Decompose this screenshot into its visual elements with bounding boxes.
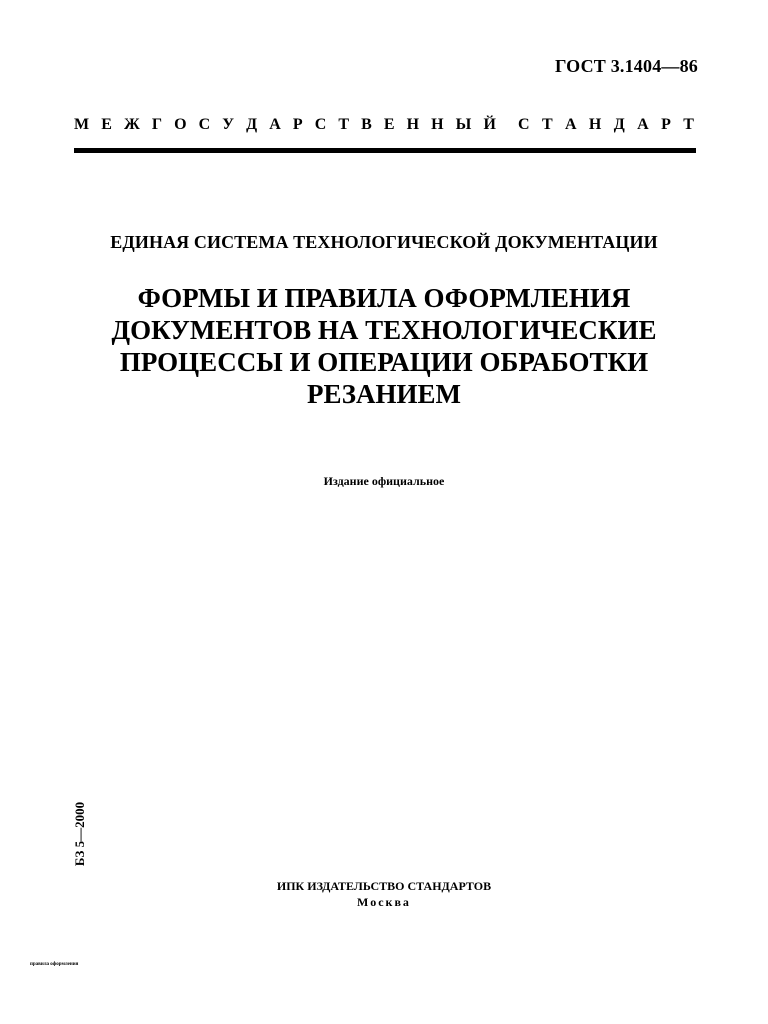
gost-number: ГОСТ 3.1404—86 <box>554 56 698 76</box>
heading-letter: Т <box>541 116 553 133</box>
heading-letter: С <box>198 116 211 133</box>
heading-letter: С <box>518 116 530 133</box>
heading-letter: Н <box>406 116 420 133</box>
footer-tiny-note: правила оформления <box>30 962 79 967</box>
heading-letter: А <box>269 116 281 133</box>
heading-letter: Й <box>483 116 496 133</box>
heading-letter: А <box>564 116 577 133</box>
heading-letter: Е <box>101 116 112 133</box>
heading-letter: Е <box>383 116 395 133</box>
heading-letter: Т <box>683 116 694 133</box>
standard-type-word-2 <box>518 116 694 134</box>
heading-letter: М <box>74 116 90 133</box>
publisher-name: ИПК ИЗДАТЕЛЬСТВО СТАНДАРТОВ <box>276 879 492 893</box>
heading-letter: В <box>361 116 372 133</box>
side-catalog-code: БЗ 5—2000 <box>72 801 87 867</box>
title-line: РЕЗАНИЕМ <box>306 379 462 409</box>
standard-type-word-1 <box>74 116 496 134</box>
title-line: ФОРМЫ И ПРАВИЛА ОФОРМЛЕНИЯ <box>137 283 631 313</box>
heading-letter: Н <box>431 116 444 133</box>
edition-label: Издание официальное <box>323 474 445 488</box>
heading-letter: Н <box>588 116 602 133</box>
heading-letter: О <box>174 116 187 133</box>
standard-type-header <box>74 116 694 134</box>
heading-letter: Д <box>613 116 625 133</box>
heading-letter: С <box>314 116 327 133</box>
publisher-block <box>0 878 768 910</box>
heading-letter: Д <box>246 116 258 133</box>
heading-letter: Г <box>151 116 163 133</box>
title-line: ДОКУМЕНТОВ НА ТЕХНОЛОГИЧЕСКИЕ <box>111 315 657 345</box>
title-line: ПРОЦЕССЫ И ОПЕРАЦИИ ОБРАБОТКИ <box>119 347 649 377</box>
header-divider-rule <box>74 148 696 153</box>
document-title <box>60 282 708 410</box>
heading-letter: Ж <box>123 116 140 133</box>
publisher-city: Москва <box>357 895 411 909</box>
heading-letter: Т <box>338 116 350 133</box>
heading-letter: У <box>222 116 235 133</box>
heading-letter: Р <box>292 116 303 133</box>
heading-letter: А <box>637 116 649 133</box>
system-name: ЕДИНАЯ СИСТЕМА ТЕХНОЛОГИЧЕСКОЙ ДОКУМЕНТАЦИИ <box>110 232 658 252</box>
heading-letter: Р <box>661 116 671 133</box>
heading-letter: Ы <box>455 116 472 133</box>
